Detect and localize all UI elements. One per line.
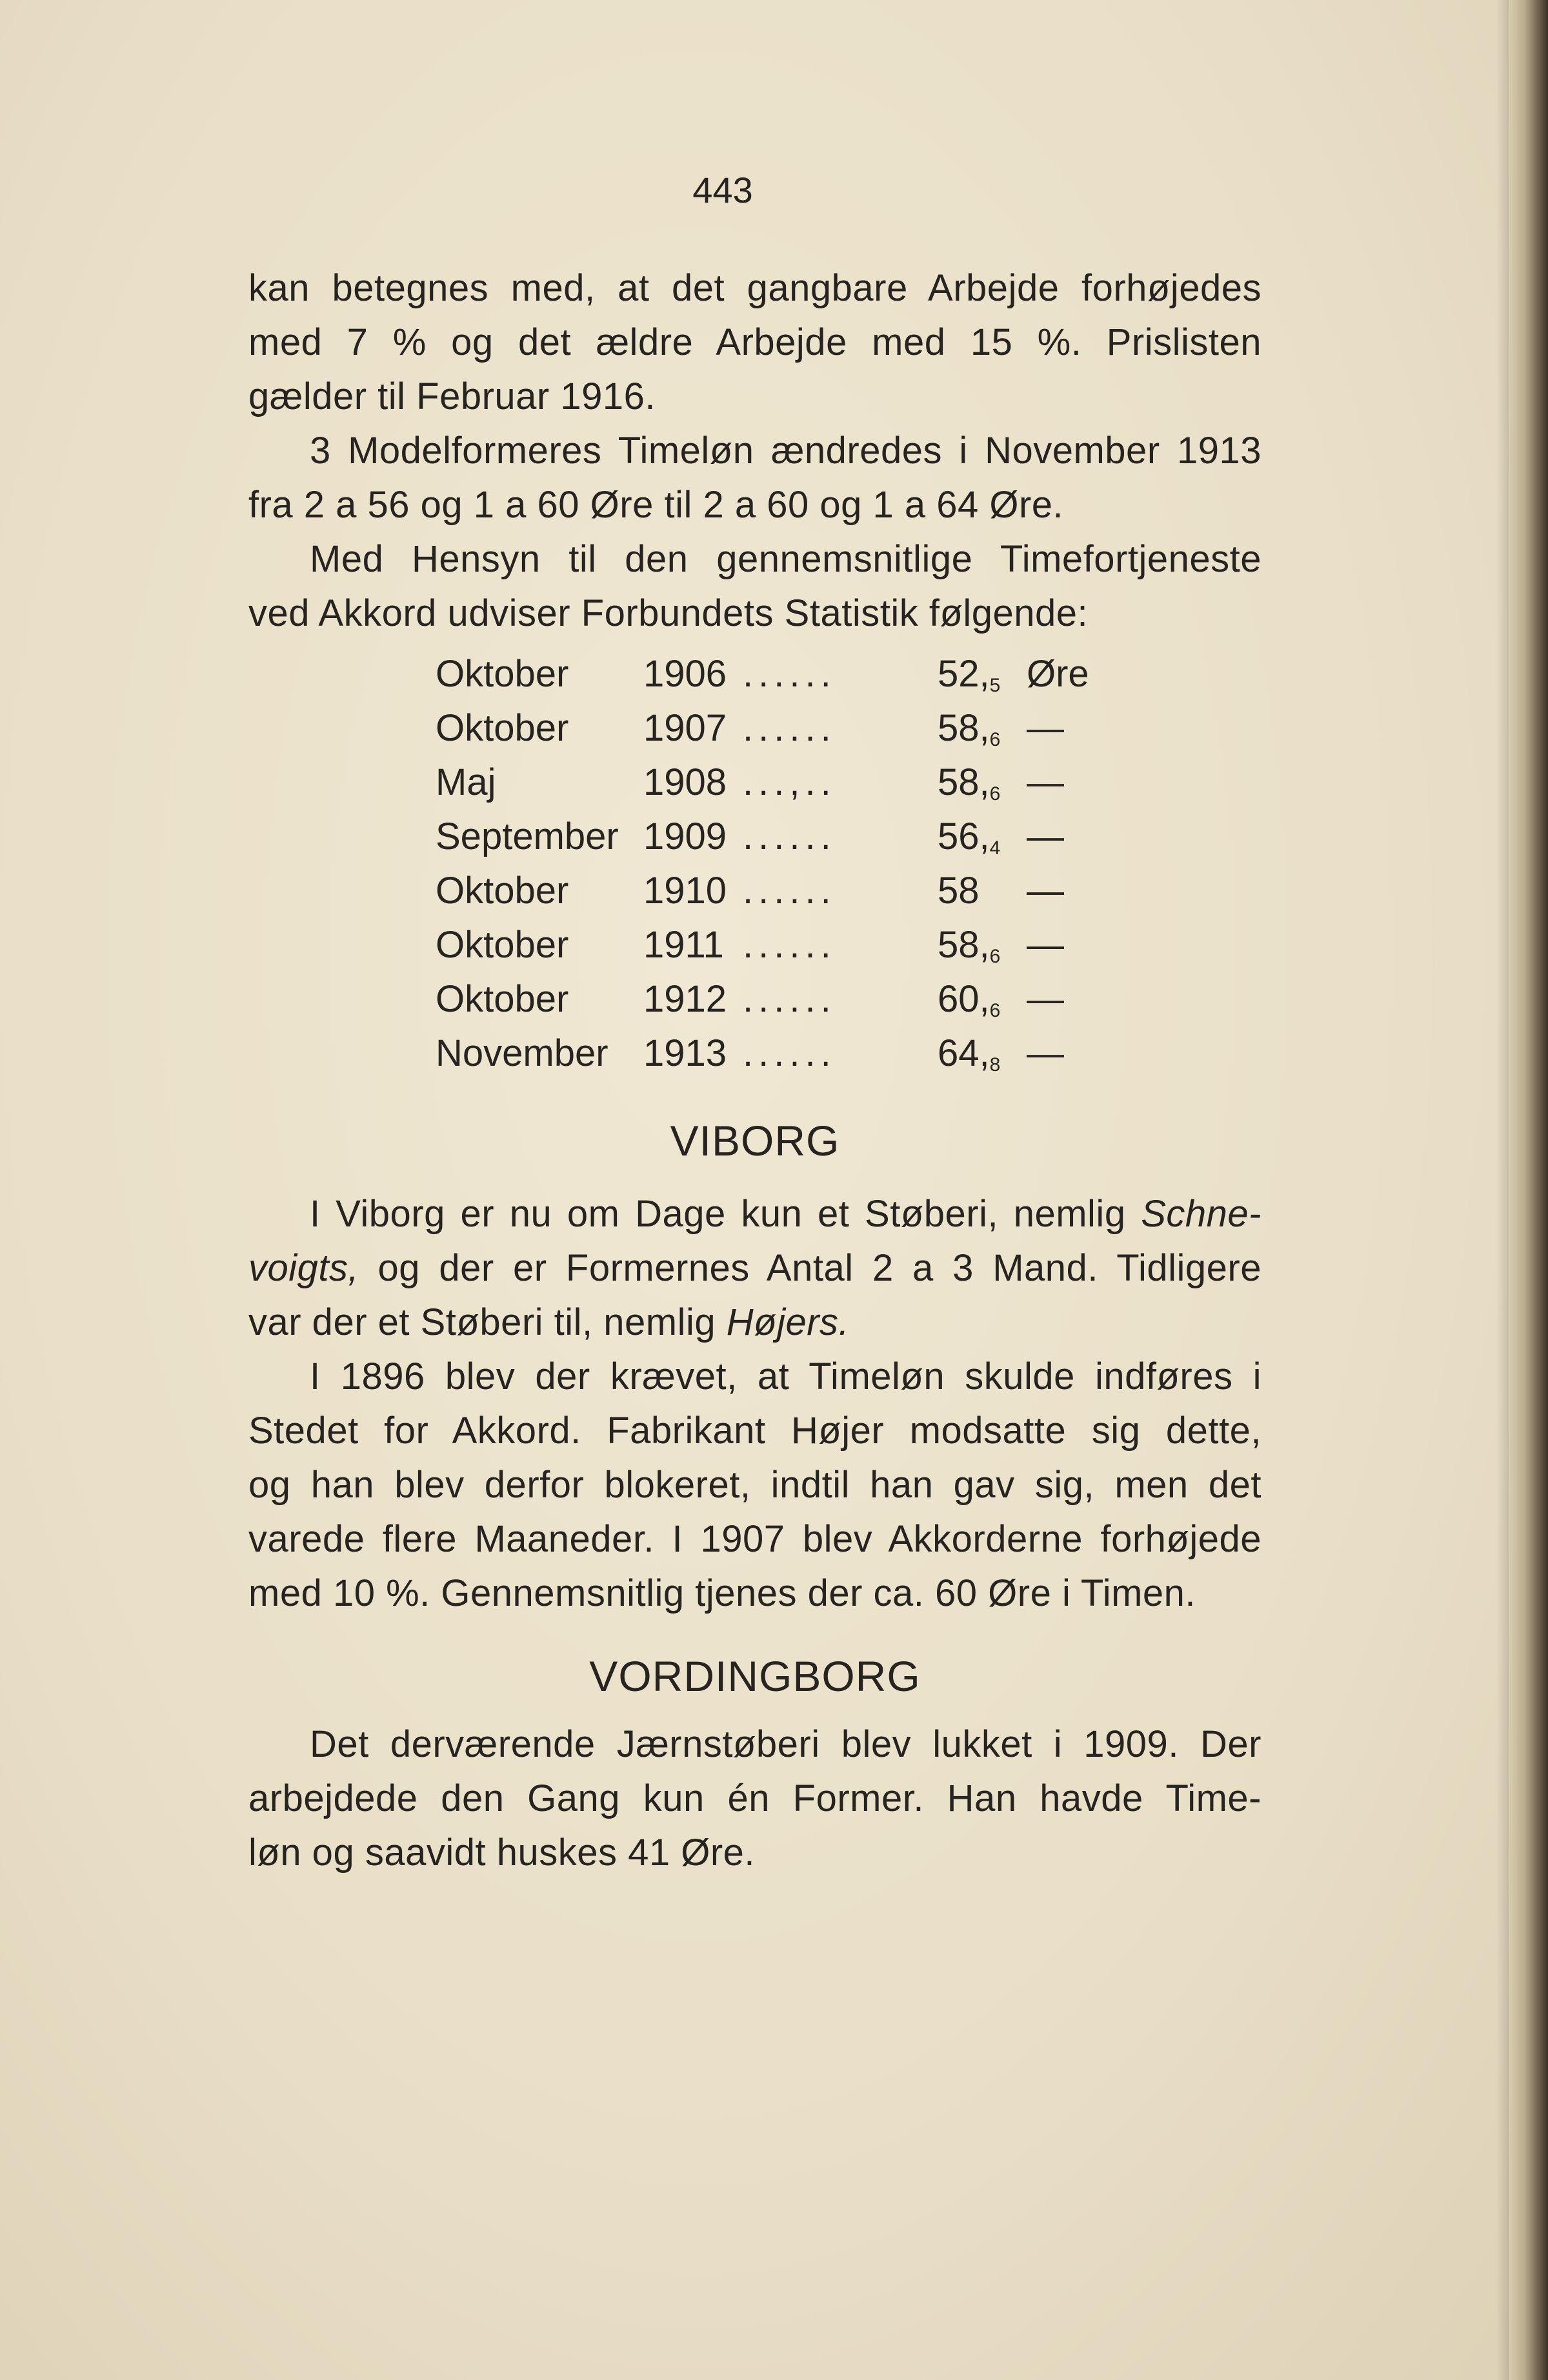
table-cell-unit: — xyxy=(1027,977,1064,1020)
table-cell-leader-dots: ...,.. xyxy=(743,761,836,803)
text-line xyxy=(248,1350,1262,1404)
italic-name: voigts, xyxy=(248,1247,359,1289)
table-cell-leader-dots: ...... xyxy=(743,815,836,857)
vordingborg-paragraph xyxy=(248,1717,1262,1880)
text-line: med 10 %. Gennemsnitlig tjenes der ca. 60 Øre i Timen. xyxy=(248,1572,1196,1614)
value-whole: 58 xyxy=(938,869,980,912)
text-line: med 7 % og det ældre Arbejde med 15 %. Prislisten xyxy=(248,321,1262,363)
text-line-content: I Viborg er nu om Dage kun et Støberi, nemlig xyxy=(310,1193,1141,1235)
section-heading-vordingborg: VORDINGBORG xyxy=(589,1652,921,1700)
text-line-content: I 1896 blev der krævet, at Timeløn skulde indføres i xyxy=(310,1355,1262,1397)
value-whole: 56, xyxy=(938,815,990,857)
table-cell-value xyxy=(938,1026,1027,1080)
italic-name: Schne- xyxy=(1141,1193,1262,1235)
table-cell-leader-dots: ...... xyxy=(743,706,836,749)
table-cell-value xyxy=(938,755,1027,809)
table-cell-unit: — xyxy=(1027,1032,1064,1074)
table-cell-leader-dots: ...... xyxy=(743,923,836,966)
table-cell-leader-dots: ...... xyxy=(743,652,836,695)
table-cell-year: 1913 xyxy=(643,1032,727,1074)
table-row xyxy=(436,646,1089,701)
value-decimal: 6 xyxy=(989,999,1001,1021)
table-cell-value xyxy=(938,646,1027,701)
table-row xyxy=(436,1026,1089,1080)
table-cell-year: 1910 xyxy=(643,869,727,912)
table-row xyxy=(436,701,1089,755)
text-line-content: Med Hensyn til den gennemsnitlige Timefortjeneste xyxy=(310,538,1262,580)
table-cell-unit: — xyxy=(1027,815,1064,857)
value-whole: 58, xyxy=(938,761,990,803)
section-heading-viborg: VIBORG xyxy=(670,1117,840,1165)
table-cell-value xyxy=(938,809,1027,863)
page-number: 443 xyxy=(692,170,753,210)
value-whole: 58, xyxy=(938,923,990,966)
table-cell-unit: — xyxy=(1027,923,1064,966)
table-cell-month: Oktober xyxy=(436,869,569,912)
table-cell-month: Oktober xyxy=(436,977,569,1020)
table-cell-unit: — xyxy=(1027,869,1064,912)
text-line: fra 2 a 56 og 1 a 60 Øre til 2 a 60 og 1 a 64 Øre. xyxy=(248,484,1064,526)
table-row xyxy=(436,917,1089,972)
text-line-content: 3 Modelformeres Timeløn ændredes i November 1913 xyxy=(310,430,1262,472)
text-line xyxy=(248,1717,1262,1772)
table-cell-value xyxy=(938,917,1027,972)
text-line-content: Det derværende Jærnstøberi blev lukket i 1909. Der xyxy=(310,1723,1262,1765)
table-cell-unit: Øre xyxy=(1027,652,1089,695)
modelformer-paragraph xyxy=(248,424,1262,532)
statistik-paragraph xyxy=(248,532,1262,641)
table-cell-value xyxy=(938,863,1027,917)
page-edge xyxy=(1509,0,1548,2380)
table-row xyxy=(436,863,1089,917)
text-line: ved Akkord udviser Forbundets Statistik følgende: xyxy=(248,592,1089,634)
text-line: Stedet for Akkord. Fabrikant Højer modsatte sig dette, xyxy=(248,1410,1262,1452)
table-cell-value xyxy=(938,972,1027,1026)
value-whole: 60, xyxy=(938,977,990,1020)
viborg-paragraph-1 xyxy=(248,1187,1262,1350)
table-row xyxy=(436,809,1089,863)
table-cell-value xyxy=(938,701,1027,755)
text-line-content: og der er Formernes Antal 2 a 3 Mand. Tidligere xyxy=(359,1247,1262,1289)
value-decimal: 6 xyxy=(989,728,1001,750)
value-whole: 58, xyxy=(938,706,990,749)
text-line: og han blev derfor blokeret, indtil han gav sig, men det xyxy=(248,1464,1262,1506)
text-line xyxy=(248,1187,1262,1241)
text-line xyxy=(248,532,1262,586)
earnings-table xyxy=(436,646,1089,1080)
text-line: gælder til Februar 1916. xyxy=(248,375,656,417)
table-cell-year: 1911 xyxy=(643,923,724,966)
text-line: kan betegnes med, at det gangbare Arbejde forhøjedes xyxy=(248,267,1262,309)
value-decimal: 6 xyxy=(989,945,1001,967)
text-line xyxy=(248,424,1262,478)
text-line xyxy=(248,1241,1262,1295)
table-cell-year: 1912 xyxy=(643,977,727,1020)
table-cell-unit: — xyxy=(1027,761,1064,803)
intro-paragraph xyxy=(248,261,1262,424)
table-cell-leader-dots: ...... xyxy=(743,977,836,1020)
text-line xyxy=(248,1295,1262,1350)
table-cell-month: Oktober xyxy=(436,706,569,749)
table-cell-year: 1909 xyxy=(643,815,727,857)
table-cell-leader-dots: ...... xyxy=(743,869,836,912)
table-cell-month: September xyxy=(436,815,619,857)
text-line-content: var der et Støberi til, nemlig xyxy=(248,1301,727,1343)
table-cell-leader-dots: ...... xyxy=(743,1032,836,1074)
viborg-paragraph-2 xyxy=(248,1350,1262,1621)
page-gutter-shadow xyxy=(1496,0,1509,2380)
value-whole: 64, xyxy=(938,1032,990,1074)
table-cell-year: 1908 xyxy=(643,761,727,803)
value-whole: 52, xyxy=(938,652,990,695)
text-line: varede flere Maaneder. I 1907 blev Akkorderne forhøjede xyxy=(248,1518,1262,1560)
text-line: løn og saavidt huskes 41 Øre. xyxy=(248,1832,756,1874)
table-cell-month: Oktober xyxy=(436,923,569,966)
italic-name: Højers. xyxy=(726,1301,850,1343)
table-cell-month: November xyxy=(436,1032,608,1074)
table-row xyxy=(436,755,1089,809)
table-cell-year: 1906 xyxy=(643,652,727,695)
table-cell-month: Maj xyxy=(436,761,496,803)
earnings-table-body xyxy=(436,646,1089,1080)
value-decimal: 4 xyxy=(989,837,1001,859)
value-decimal: 8 xyxy=(989,1054,1001,1075)
table-cell-unit: — xyxy=(1027,706,1064,749)
table-cell-month: Oktober xyxy=(436,652,569,695)
table-cell-year: 1907 xyxy=(643,706,727,749)
text-line: arbejdede den Gang kun én Former. Han havde Time- xyxy=(248,1777,1262,1819)
table-row xyxy=(436,972,1089,1026)
value-decimal: 5 xyxy=(989,674,1001,696)
value-decimal: 6 xyxy=(989,783,1001,805)
